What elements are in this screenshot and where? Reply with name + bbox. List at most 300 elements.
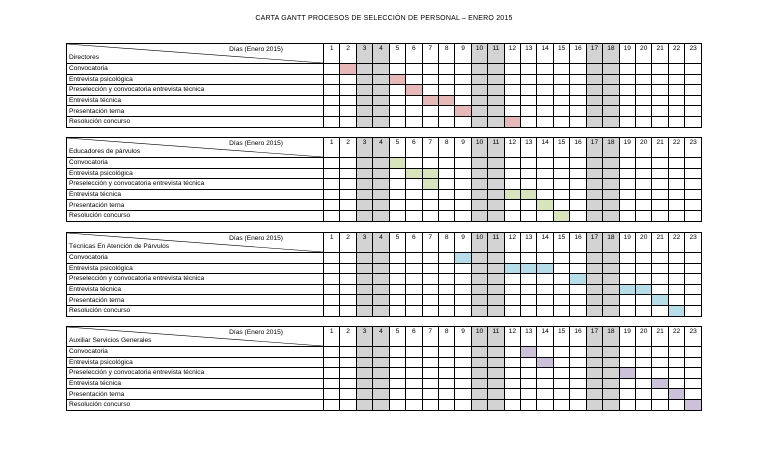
day-cell — [586, 347, 602, 358]
day-cell — [356, 389, 372, 400]
day-cell — [521, 95, 537, 106]
day-cell — [356, 168, 372, 179]
day-cell — [406, 253, 422, 264]
day-cell — [521, 64, 537, 75]
gantt-bar-cell — [504, 189, 520, 200]
day-header: 6 — [406, 138, 422, 158]
gantt-bar-cell — [521, 189, 537, 200]
day-cell — [603, 200, 619, 211]
day-cell — [471, 305, 487, 316]
day-cell — [389, 85, 405, 96]
task-row — [67, 368, 702, 379]
day-header: 8 — [438, 138, 454, 158]
day-cell — [373, 399, 389, 410]
day-cell — [356, 85, 372, 96]
day-cell — [389, 64, 405, 75]
day-header: 19 — [619, 44, 635, 64]
day-cell — [356, 189, 372, 200]
day-cell — [438, 357, 454, 368]
day-cell — [455, 389, 471, 400]
task-label: Resolución concurso — [67, 210, 324, 221]
day-header: 1 — [324, 44, 340, 64]
day-cell — [619, 64, 635, 75]
day-cell — [324, 399, 340, 410]
day-cell — [389, 389, 405, 400]
task-label: Presentación terna — [67, 106, 324, 117]
day-cell — [488, 253, 504, 264]
day-header: 9 — [455, 327, 471, 347]
day-cell — [373, 378, 389, 389]
day-cell — [389, 263, 405, 274]
day-cell — [389, 357, 405, 368]
day-cell — [570, 106, 586, 117]
day-cell — [537, 253, 553, 264]
day-cell — [652, 200, 668, 211]
days-label: Días (Enero 2015) — [229, 140, 283, 147]
day-cell — [340, 357, 356, 368]
day-cell — [455, 210, 471, 221]
day-cell — [356, 210, 372, 221]
task-row — [67, 347, 702, 358]
day-cell — [521, 284, 537, 295]
day-cell — [537, 274, 553, 285]
day-cell — [603, 305, 619, 316]
day-header: 21 — [652, 327, 668, 347]
day-header: 9 — [455, 138, 471, 158]
day-header: 9 — [455, 44, 471, 64]
day-cell — [373, 253, 389, 264]
day-cell — [488, 85, 504, 96]
day-cell — [570, 295, 586, 306]
day-cell — [422, 263, 438, 274]
day-cell — [422, 347, 438, 358]
day-cell — [586, 295, 602, 306]
day-cell — [422, 64, 438, 75]
day-cell — [373, 64, 389, 75]
day-cell — [652, 305, 668, 316]
day-cell — [586, 64, 602, 75]
day-cell — [586, 106, 602, 117]
day-cell — [406, 357, 422, 368]
day-header: 23 — [685, 327, 702, 347]
day-cell — [340, 189, 356, 200]
day-cell — [406, 74, 422, 85]
day-cell — [685, 378, 702, 389]
day-cell — [586, 253, 602, 264]
day-cell — [603, 389, 619, 400]
day-cell — [685, 85, 702, 96]
day-cell — [406, 368, 422, 379]
day-cell — [636, 368, 652, 379]
task-row — [67, 295, 702, 306]
day-header: 19 — [619, 233, 635, 253]
day-cell — [455, 399, 471, 410]
day-cell — [636, 378, 652, 389]
day-cell — [356, 74, 372, 85]
day-cell — [438, 389, 454, 400]
day-cell — [586, 357, 602, 368]
day-header: 12 — [504, 233, 520, 253]
day-header: 11 — [488, 327, 504, 347]
day-cell — [652, 158, 668, 169]
day-cell — [537, 295, 553, 306]
task-row — [67, 200, 702, 211]
day-header: 15 — [553, 327, 569, 347]
day-cell — [406, 263, 422, 274]
task-row — [67, 74, 702, 85]
day-cell — [438, 179, 454, 190]
day-cell — [570, 357, 586, 368]
day-header: 3 — [356, 138, 372, 158]
header-label-cell — [67, 233, 324, 253]
day-header: 20 — [636, 44, 652, 64]
day-cell — [438, 168, 454, 179]
group-title: Directores — [69, 54, 100, 61]
day-cell — [603, 284, 619, 295]
day-cell — [340, 168, 356, 179]
day-cell — [619, 179, 635, 190]
day-cell — [586, 179, 602, 190]
day-cell — [504, 274, 520, 285]
gantt-bar-cell — [389, 158, 405, 169]
day-cell — [324, 263, 340, 274]
day-cell — [685, 189, 702, 200]
day-cell — [488, 389, 504, 400]
day-cell — [521, 106, 537, 117]
day-cell — [652, 399, 668, 410]
day-cell — [488, 399, 504, 410]
day-cell — [373, 168, 389, 179]
document-title: CARTA GANTT PROCESOS DE SELECCIÓN DE PERSONAL – ENERO 2015 — [255, 15, 513, 22]
day-header: 5 — [389, 233, 405, 253]
day-cell — [471, 189, 487, 200]
day-cell — [619, 85, 635, 96]
day-cell — [356, 305, 372, 316]
day-cell — [340, 274, 356, 285]
day-cell — [586, 74, 602, 85]
day-cell — [340, 85, 356, 96]
day-cell — [471, 64, 487, 75]
day-cell — [537, 158, 553, 169]
day-cell — [652, 168, 668, 179]
header-label-cell — [67, 138, 324, 158]
gantt-bar-cell — [668, 305, 684, 316]
day-header: 23 — [685, 233, 702, 253]
day-cell — [422, 357, 438, 368]
day-cell — [521, 253, 537, 264]
day-cell — [389, 305, 405, 316]
day-cell — [586, 389, 602, 400]
day-cell — [438, 200, 454, 211]
day-cell — [570, 189, 586, 200]
day-cell — [471, 274, 487, 285]
day-cell — [471, 158, 487, 169]
day-header: 10 — [471, 327, 487, 347]
day-cell — [488, 368, 504, 379]
day-header: 13 — [521, 44, 537, 64]
day-cell — [668, 74, 684, 85]
day-cell — [636, 357, 652, 368]
gantt-bar-cell — [340, 64, 356, 75]
day-cell — [455, 263, 471, 274]
day-cell — [652, 389, 668, 400]
day-cell — [521, 116, 537, 127]
day-cell — [356, 200, 372, 211]
task-label: Preselección y convocatoria entrevista técnica — [67, 85, 324, 96]
day-header: 4 — [373, 327, 389, 347]
day-cell — [373, 106, 389, 117]
day-header: 21 — [652, 233, 668, 253]
day-header: 17 — [586, 44, 602, 64]
day-cell — [537, 116, 553, 127]
day-cell — [668, 253, 684, 264]
day-cell — [685, 357, 702, 368]
day-cell — [356, 295, 372, 306]
day-header: 14 — [537, 327, 553, 347]
day-cell — [438, 74, 454, 85]
day-cell — [553, 284, 569, 295]
day-header: 19 — [619, 327, 635, 347]
day-cell — [373, 295, 389, 306]
day-cell — [652, 263, 668, 274]
day-header: 9 — [455, 233, 471, 253]
day-cell — [619, 168, 635, 179]
day-header: 6 — [406, 233, 422, 253]
day-cell — [570, 95, 586, 106]
header-label-cell — [67, 44, 324, 64]
day-cell — [340, 210, 356, 221]
day-cell — [504, 158, 520, 169]
day-cell — [356, 368, 372, 379]
day-cell — [553, 295, 569, 306]
day-cell — [406, 210, 422, 221]
day-cell — [668, 368, 684, 379]
task-row — [67, 85, 702, 96]
day-cell — [340, 179, 356, 190]
day-cell — [652, 368, 668, 379]
day-header: 5 — [389, 44, 405, 64]
task-label: Entrevista técnica — [67, 378, 324, 389]
header-label-cell — [67, 327, 324, 347]
day-cell — [471, 210, 487, 221]
day-cell — [373, 357, 389, 368]
day-cell — [488, 263, 504, 274]
day-cell — [537, 378, 553, 389]
day-header: 10 — [471, 44, 487, 64]
day-cell — [389, 200, 405, 211]
day-cell — [438, 85, 454, 96]
day-cell — [619, 399, 635, 410]
day-cell — [324, 74, 340, 85]
day-cell — [406, 378, 422, 389]
day-cell — [521, 378, 537, 389]
gantt-bar-cell — [406, 85, 422, 96]
day-cell — [652, 85, 668, 96]
day-cell — [537, 284, 553, 295]
day-cell — [504, 253, 520, 264]
day-cell — [636, 95, 652, 106]
day-cell — [652, 274, 668, 285]
day-header: 21 — [652, 138, 668, 158]
day-cell — [455, 305, 471, 316]
day-cell — [603, 95, 619, 106]
day-header: 18 — [603, 44, 619, 64]
day-cell — [389, 347, 405, 358]
day-cell — [504, 210, 520, 221]
day-header: 7 — [422, 138, 438, 158]
day-cell — [471, 74, 487, 85]
task-label: Preselección y convocatoria entrevista técnica — [67, 368, 324, 379]
day-header: 11 — [488, 233, 504, 253]
task-label: Entrevista psicológica — [67, 168, 324, 179]
day-cell — [324, 253, 340, 264]
day-cell — [685, 284, 702, 295]
day-cell — [471, 357, 487, 368]
day-cell — [455, 95, 471, 106]
day-cell — [471, 378, 487, 389]
day-cell — [488, 106, 504, 117]
day-cell — [553, 179, 569, 190]
day-cell — [422, 210, 438, 221]
day-header: 11 — [488, 138, 504, 158]
task-row — [67, 106, 702, 117]
day-cell — [570, 347, 586, 358]
day-header: 8 — [438, 44, 454, 64]
day-cell — [422, 399, 438, 410]
day-cell — [619, 116, 635, 127]
day-cell — [570, 263, 586, 274]
group-title: Educadores de párvulos — [69, 148, 141, 155]
day-cell — [636, 64, 652, 75]
day-cell — [586, 378, 602, 389]
day-cell — [324, 284, 340, 295]
day-cell — [619, 106, 635, 117]
day-cell — [553, 274, 569, 285]
day-cell — [356, 95, 372, 106]
day-cell — [685, 74, 702, 85]
day-cell — [488, 210, 504, 221]
day-cell — [324, 295, 340, 306]
day-header: 16 — [570, 327, 586, 347]
day-cell — [438, 263, 454, 274]
task-row — [67, 158, 702, 169]
day-cell — [668, 200, 684, 211]
day-header: 20 — [636, 138, 652, 158]
day-cell — [586, 399, 602, 410]
day-cell — [685, 168, 702, 179]
day-cell — [406, 106, 422, 117]
day-cell — [586, 210, 602, 221]
task-row — [67, 305, 702, 316]
day-cell — [504, 74, 520, 85]
day-cell — [570, 210, 586, 221]
day-cell — [636, 74, 652, 85]
day-cell — [455, 64, 471, 75]
day-header: 20 — [636, 327, 652, 347]
day-cell — [340, 158, 356, 169]
day-cell — [438, 253, 454, 264]
day-cell — [636, 168, 652, 179]
day-cell — [504, 389, 520, 400]
gantt-table — [66, 137, 702, 222]
day-cell — [619, 295, 635, 306]
day-cell — [356, 274, 372, 285]
day-cell — [570, 74, 586, 85]
gantt-bar-cell — [504, 116, 520, 127]
day-cell — [340, 74, 356, 85]
day-header: 21 — [652, 44, 668, 64]
day-cell — [636, 85, 652, 96]
day-cell — [471, 389, 487, 400]
day-header: 14 — [537, 44, 553, 64]
day-cell — [324, 64, 340, 75]
day-header: 12 — [504, 44, 520, 64]
day-cell — [324, 158, 340, 169]
gantt-bar-cell — [422, 95, 438, 106]
day-cell — [603, 158, 619, 169]
day-cell — [422, 295, 438, 306]
day-cell — [422, 158, 438, 169]
day-cell — [685, 263, 702, 274]
day-cell — [455, 368, 471, 379]
day-cell — [422, 116, 438, 127]
day-cell — [570, 116, 586, 127]
task-row — [67, 253, 702, 264]
day-cell — [471, 95, 487, 106]
day-cell — [488, 116, 504, 127]
days-label: Días (Enero 2015) — [229, 329, 283, 336]
day-cell — [324, 179, 340, 190]
day-cell — [521, 295, 537, 306]
task-label: Resolución concurso — [67, 399, 324, 410]
day-header: 17 — [586, 138, 602, 158]
day-cell — [521, 179, 537, 190]
day-cell — [668, 95, 684, 106]
day-cell — [586, 305, 602, 316]
day-cell — [373, 274, 389, 285]
day-cell — [324, 189, 340, 200]
day-cell — [455, 74, 471, 85]
day-cell — [438, 399, 454, 410]
day-cell — [685, 305, 702, 316]
day-cell — [668, 295, 684, 306]
day-cell — [356, 106, 372, 117]
day-cell — [471, 200, 487, 211]
task-row — [67, 64, 702, 75]
day-cell — [406, 389, 422, 400]
day-cell — [373, 200, 389, 211]
day-cell — [455, 189, 471, 200]
gantt-table — [66, 43, 702, 128]
day-cell — [422, 284, 438, 295]
day-cell — [488, 305, 504, 316]
day-cell — [504, 106, 520, 117]
day-cell — [340, 389, 356, 400]
day-cell — [570, 284, 586, 295]
day-cell — [504, 284, 520, 295]
day-cell — [603, 347, 619, 358]
gantt-bar-cell — [652, 378, 668, 389]
day-cell — [619, 253, 635, 264]
day-cell — [373, 263, 389, 274]
day-cell — [553, 378, 569, 389]
task-label: Entrevista psicológica — [67, 357, 324, 368]
day-cell — [553, 347, 569, 358]
day-header: 2 — [340, 138, 356, 158]
day-cell — [504, 179, 520, 190]
day-cell — [537, 368, 553, 379]
day-cell — [603, 263, 619, 274]
